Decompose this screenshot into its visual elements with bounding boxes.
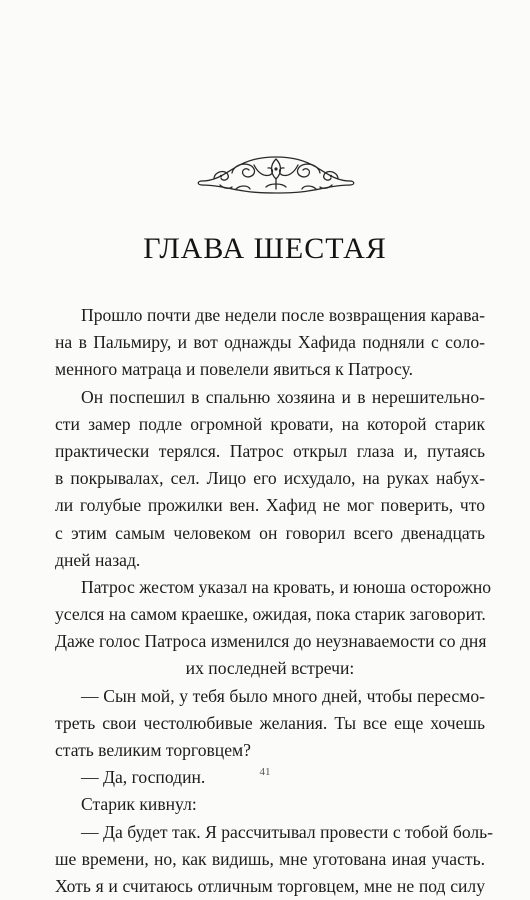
text-line: — Сын мой, у тебя было много дней, чтобы пересмо- <box>81 685 485 706</box>
text-line: практически терялся. Патрос открыл глаза и, путаясь <box>55 440 485 461</box>
text-line: в покрывалах, сел. Лицо его исхудало, на руках набух- <box>55 468 485 489</box>
text-line: их последней встречи: <box>185 658 355 679</box>
page-number: 41 <box>259 766 271 778</box>
text-line: Даже голос Патроса изменился до неузнаваемости со дня <box>55 631 487 652</box>
text-line: треть свои честолюбивые желания. Ты все еще хочешь <box>55 712 485 733</box>
chapter-title: ГЛАВА ШЕСТАЯ <box>143 232 387 265</box>
text-line: сти замер подле огромной кровати, на которой старик <box>55 413 485 434</box>
text-line: уселся на самом краешке, ожидая, пока старик заговорит. <box>55 604 486 625</box>
text-line: — Да, господин. <box>81 767 206 788</box>
text-line: на в Пальмиру, и вот однажды Хафида подняли с соло- <box>55 332 485 353</box>
text-line: Патрос жестом указал на кровать, и юноша осторожно <box>81 576 492 597</box>
body-text <box>55 302 494 900</box>
text-line: Хоть я и считаюсь отличным торговцем, мне не под силу <box>55 875 485 896</box>
text-line: менного матраца и повелели явиться к Патросу. <box>55 359 414 380</box>
scroll-flourish-icon <box>196 143 356 203</box>
text-line: Прошло почти две недели после возвращения карава- <box>81 305 485 325</box>
text-line: с этим самым человеком он говорил всего двенадцать <box>55 522 485 543</box>
text-line: — Да будет так. Я рассчитывал провести с тобой боль- <box>81 821 494 842</box>
text-line: Старик кивнул: <box>81 794 197 815</box>
text-line: Он поспешил в спальню хозяина и в нерешительно- <box>81 386 485 407</box>
text-line: ли голубые прожилки вен. Хафид не мог поверить, что <box>55 495 485 516</box>
text-line: стать великим торговцем? <box>55 740 251 760</box>
text-line: дней назад. <box>55 549 141 570</box>
text-line: ше времени, но, как видишь, мне уготована иная участь. <box>55 848 485 869</box>
